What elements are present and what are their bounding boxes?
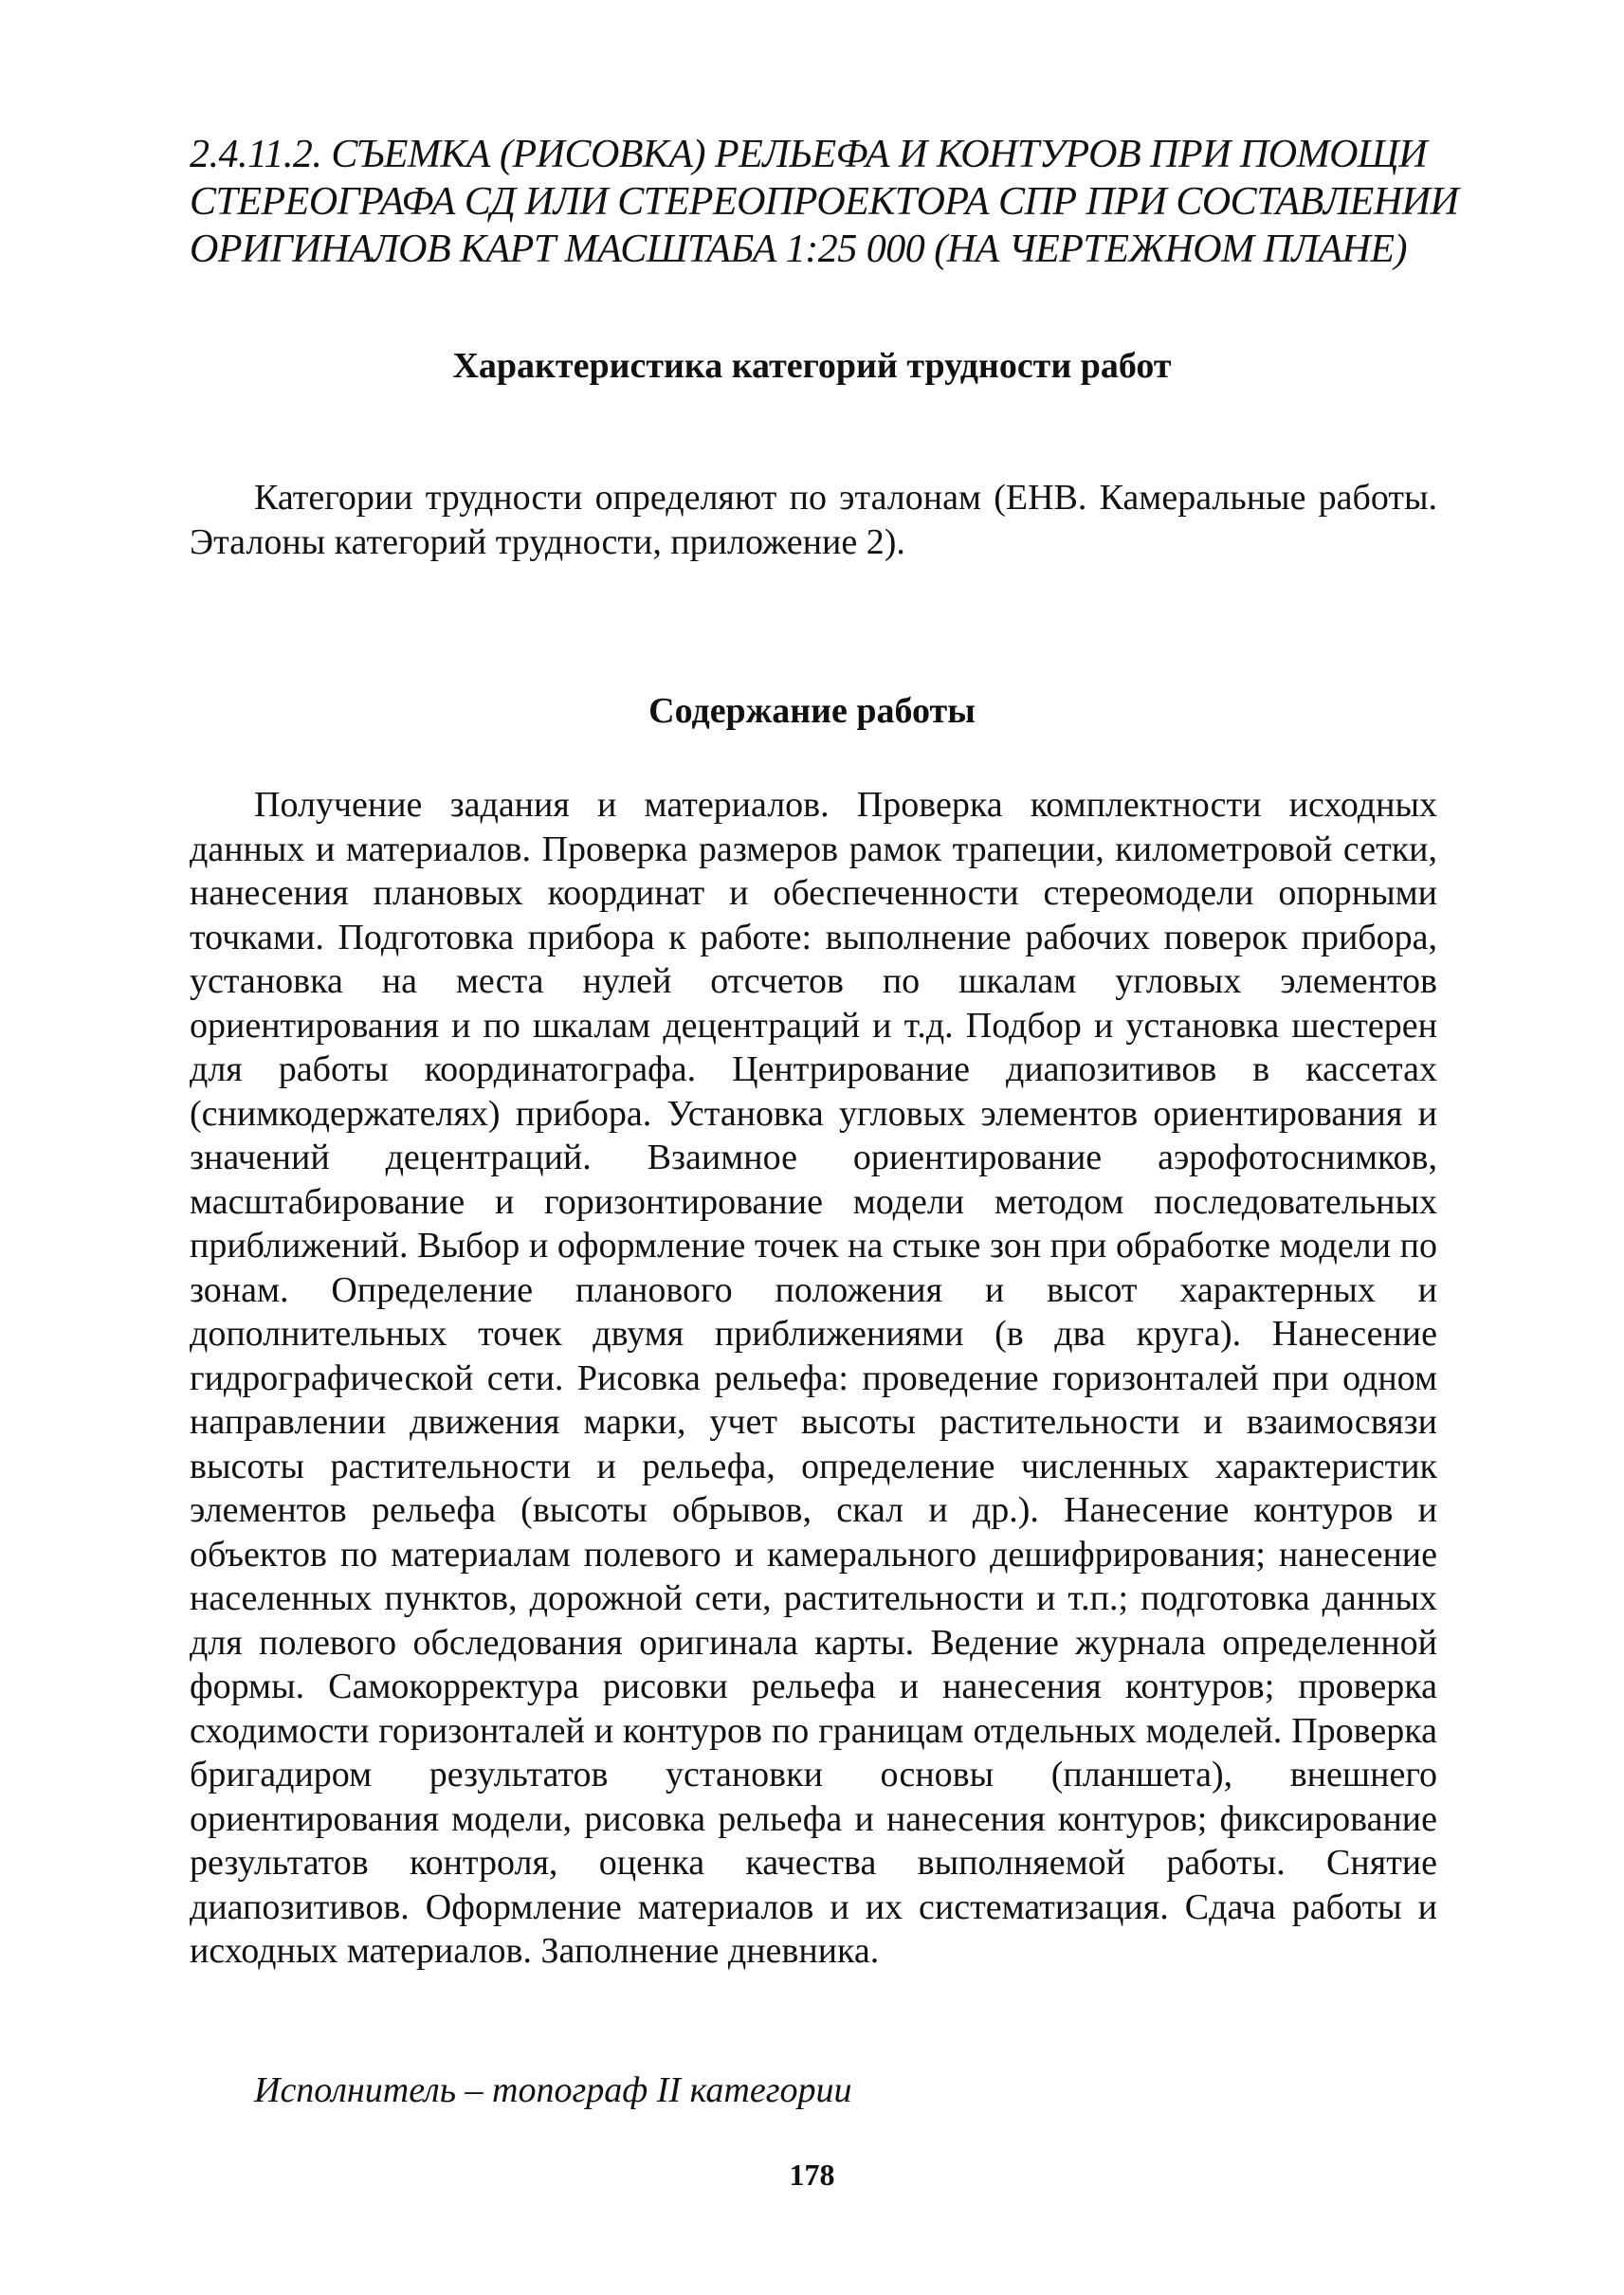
difficulty-paragraph: Категории трудности определяют по эталонам (ЕНВ. Камеральные работы. Эталоны категорий трудности, приложение 2).	[190, 478, 1437, 562]
section-heading-line: СТЕРЕОГРАФА СД ИЛИ СТЕРЕОПРОЕКТОРА СПР ПРИ СОСТАВЛЕНИИ	[190, 180, 1459, 224]
executor-line: Исполнитель – топограф II категории	[254, 2070, 852, 2110]
section-heading	[190, 131, 1460, 273]
section-heading-line: ОРИГИНАЛОВ КАРТ МАСШТАБА 1:25 000 (НА ЧЕРТЕЖНОМ ПЛАНЕ)	[190, 228, 1408, 271]
section-heading-line: 2.4.11.2. СЪЕМКА (РИСОВКА) РЕЛЬЕФА И КОНТУРОВ ПРИ ПОМОЩИ	[190, 133, 1428, 176]
content-paragraph: Получение задания и материалов. Проверка комплектности исходных данных и материалов. Проверка размеров рамок трапеции, километровой сетки, нанесения плановых координат и обеспеченности стереомодели опорными точками. Подготовка прибора к работе: выполнение рабочих поверок прибора, установка на места нулей отсчетов по шкалам угловых элементов ориентирования и по шкалам децентраций и т.д. Подбор и установка шестерен для работы координатографа. Центрирование диапозитивов в кассетах (снимкодержателях) прибора. Установка угловых элементов ориентирования и значений децентраций. Взаимное ориентирование аэрофотоснимков, масштабирование и горизонтирование модели методом последовательных приближений. Выбор и оформление точек на стыке зон при обработке модели по зонам. Определение планового положения и высот характерных и дополнительных точек двумя приближениями (в два круга). Нанесение гидрографической сети. Рисовка рельефа: проведение горизонталей при одном направлении движения марки, учет высоты растительности и взаимосвязи высоты растительности и рельефа, определение численных характеристик элементов рельефа (высоты обрывов, скал и др.). Нанесение контуров и объектов по материалам полевого и камерального дешифрирования; нанесение населенных пунктов, дорожной сети, растительности и т.п.; подготовка данных для полевого обследования оригинала карты. Ведение журнала определенной формы. Самокорректура рисовки рельефа и нанесения контуров; проверка сходимости горизонталей и контуров по границам отдельных моделей. Проверка бригадиром результатов установки основы (планшета), внешнего ориентирования модели, рисовка рельефа и нанесения контуров; фиксирование результатов контроля, оценка качества выполняемой работы. Снятие диапозитивов. Оформление материалов и их систематизация. Сдача работы и исходных материалов. Заполнение дневника.	[190, 785, 1437, 1971]
content-title: Содержание работы	[648, 691, 976, 731]
difficulty-title: Характеристика категорий трудности работ	[452, 346, 1172, 386]
page-number: 178	[789, 2158, 835, 2192]
